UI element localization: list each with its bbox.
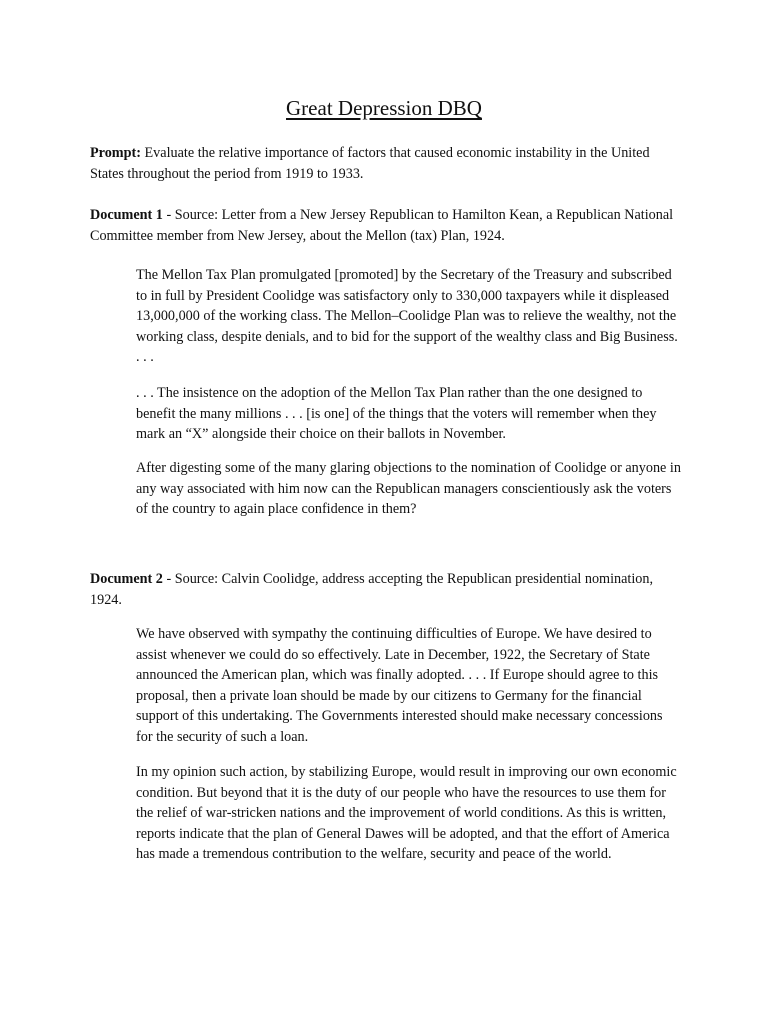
prompt-paragraph	[90, 143, 680, 184]
document-1-source	[90, 205, 680, 246]
document-2-source	[90, 569, 680, 610]
document-2-paragraph-2: In my opinion such action, by stabilizing Europe, would result in improving our own economic condition. But beyond that it is the duty of our people who have the resources to use them for the relief of war-stricken nations and the improvement of world conditions. As this is written, reports indicate that the plan of General Dawes will be adopted, and that the effort of America has made a tremendous contribution to the welfare, security and peace of the world.	[136, 764, 677, 863]
prompt-label: Prompt:	[90, 145, 141, 161]
document-1-paragraph-3: After digesting some of the many glaring objections to the nomination of Coolidge or anyone in any way associated with him now can the Republican managers conscientiously ask the voters of the country to again place confidence in them?	[136, 460, 681, 518]
document-1-source-text: - Source: Letter from a New Jersey Republican to Hamilton Kean, a Republican National Committee member from New Jersey, about the Mellon (tax) Plan, 1924.	[90, 207, 674, 244]
prompt-text: Evaluate the relative importance of factors that caused economic instability in the United States throughout the period from 1919 to 1933.	[90, 145, 650, 182]
document-2-label: Document 2	[90, 571, 163, 587]
document-2-paragraph-1: We have observed with sympathy the continuing difficulties of Europe. We have desired to assist whenever we could do so effectively. Late in December, 1922, the Secretary of State announced the American plan, which was finally adopted. . . . If Europe should agree to this proposal, then a private loan should be made by our citizens to Germany for the financial support of this undertaking. The Governments interested should make necessary concessions for the security of such a loan.	[136, 626, 663, 745]
document-1-label: Document 1	[90, 207, 163, 223]
document-2-source-text: - Source: Calvin Coolidge, address accepting the Republican presidential nomination, 1924.	[90, 571, 654, 608]
document-1-paragraph-1: The Mellon Tax Plan promulgated [promoted] by the Secretary of the Treasury and subscribed to in full by President Coolidge was satisfactory only to 330,000 taxpayers while it displeased 13,000,000 of the working class. The Mellon–Coolidge Plan was to relieve the wealthy, not the working class, despite denials, and to bid for the support of the wealthy class and Big Business. . . .	[136, 267, 678, 366]
page-title: Great Depression DBQ	[286, 96, 482, 120]
document-1-paragraph-2: . . . The insistence on the adoption of the Mellon Tax Plan rather than the one designed to benefit the many millions . . . [is one] of the things that the voters will remember when they mark an “X” alongside their choice on their ballots in November.	[136, 385, 657, 443]
